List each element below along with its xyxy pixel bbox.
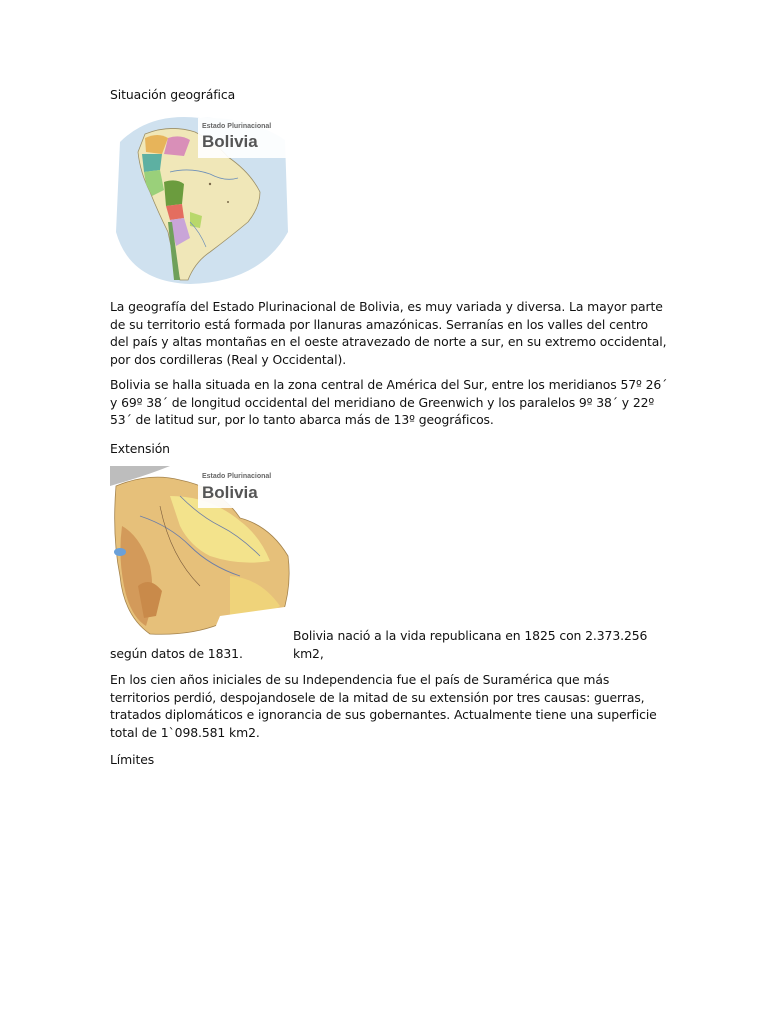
extension-inline-text-cont: según datos de 1831.: [110, 646, 243, 661]
paragraph-extension: En los cien años iniciales de su Independencia fue el país de Suramérica que más territorios perdió, despojandosele de la mitad de su extensión por tres causas: guerras, tratados diplomáticos e ignorancia de sus gobernantes. Actualmente tiene una superficie total de 1`098.581 km2.: [110, 672, 657, 740]
map2-caption-small: Estado Plurinacional: [202, 473, 272, 480]
map1-caption-large: Bolivia: [202, 132, 258, 151]
heading-extension: Extensión: [110, 441, 170, 456]
map1-caption-small: Estado Plurinacional: [202, 123, 272, 130]
bolivia-relief-map-image: [110, 466, 292, 640]
extension-inline-text: Bolivia nació a la vida republicana en 1825 con 2.373.256 km2,: [293, 628, 648, 661]
heading-limites: Límites: [110, 752, 155, 767]
map2-caption-large: Bolivia: [202, 483, 258, 502]
south-america-map-image: [110, 112, 292, 288]
heading-situacion-geografica: Situación geográfica: [110, 87, 236, 102]
paragraph-geografia: La geografía del Estado Plurinacional de Bolivia, es muy variada y diversa. La mayor parte de su territorio está formada por llanuras amazónicas. Serranías en los valles del centro del país y altas montañas en el oeste atravezado de norte a sur, en su extremo occidental, por dos cordilleras (Real y Occidental).: [110, 299, 667, 367]
paragraph-situacion: Bolivia se halla situada en la zona central de América del Sur, entre los meridianos 57º 26´ y 69º 38´ de longitud occidental del meridiano de Greenwich y los paralelos 9º 38´ y 22º 53´ de latitud sur, por lo tanto abarca más de 13º geográficos.: [110, 377, 668, 428]
